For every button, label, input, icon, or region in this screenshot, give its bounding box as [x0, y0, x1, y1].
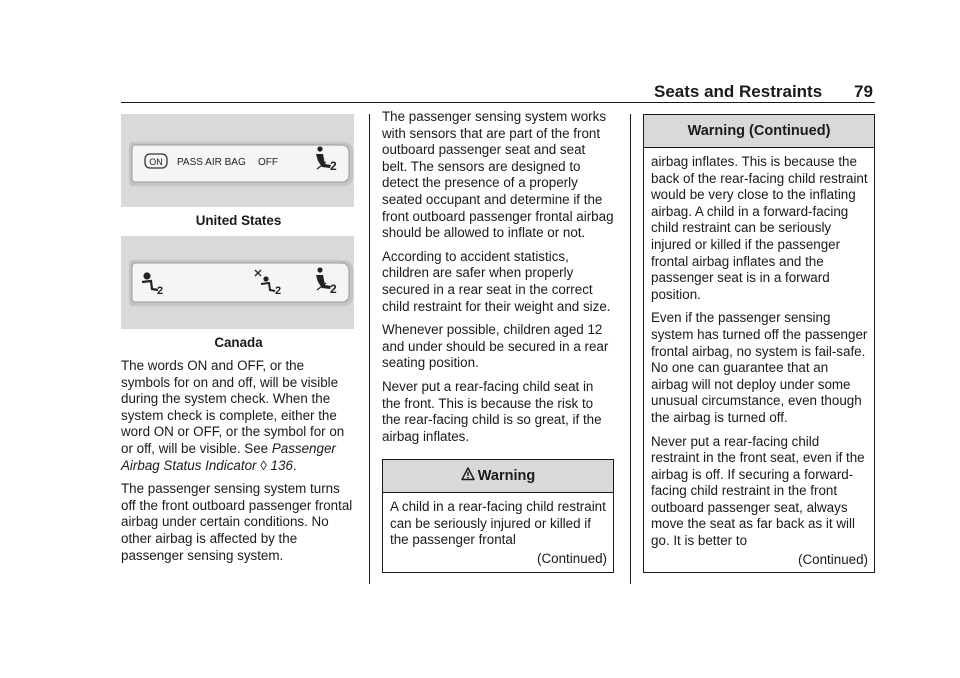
page-number: 79: [854, 82, 873, 101]
col3-paragraph-2: Even if the passenger sensing system has turned off the passenger frontal airbag, no system is fail-safe. No one can guarantee that an airbag will not deploy under some unusual circumstance, even though the airbag is turned off.: [651, 310, 868, 425]
col1-paragraph-2: The passenger sensing system turns off the front outboard passenger frontal airbag under certain conditions. No other airbag is affected by the passenger sensing system.: [121, 481, 353, 563]
canada-seat-mark-2: 2: [275, 285, 282, 297]
warning-continued-header: Warning (Continued): [644, 115, 874, 148]
canada-caption: Canada: [214, 335, 263, 350]
warning-continued-body: [644, 148, 874, 572]
page-ref-icon: ◊: [256, 457, 271, 473]
canada-seat-mark-3: 2: [330, 282, 337, 296]
column-2: [382, 109, 614, 573]
col1-p1-end: .: [292, 457, 297, 473]
col2-paragraph-2: According to accident statistics, children are safer when properly secured in a rear seat in the correct child restraint for their weight and size.: [382, 248, 611, 314]
col2-paragraph-4: Never put a rear-facing child seat in the front. This is because the risk to the rear-facing child is so great, if the airbag inflates.: [382, 378, 602, 444]
column-3: [643, 114, 875, 573]
col3-paragraph-3: Never put a rear-facing child restraint in the front seat, even if the airbag is off. If securing a forward-facing child restraint in the front outboard passenger seat, always move the seat as far back as it will go. It is better to: [651, 433, 865, 549]
col2-paragraph-3: Whenever possible, children aged 12 and under should be secured in a rear seating position.: [382, 322, 609, 371]
canada-indicator-panel: [121, 236, 354, 329]
col1-paragraph-1: [121, 358, 356, 474]
warning-continued: (Continued): [537, 551, 607, 567]
canada-indicator-figure: [121, 236, 354, 329]
us-indicator-figure: [121, 114, 354, 207]
off-label: OFF: [258, 157, 278, 168]
warning-title: Warning: [477, 468, 536, 485]
running-header: [654, 82, 874, 102]
page-ref-number[interactable]: 136: [270, 457, 293, 473]
warning-text: A child in a rear-facing child restraint can be seriously injured or killed if the passenger frontal: [390, 499, 606, 548]
col3-continued: (Continued): [798, 551, 868, 567]
warning-box: [382, 459, 614, 572]
canada-seat-mark-1: 2: [157, 285, 164, 297]
col1-p1-text: The words ON and OFF, or the symbols for on and off, will be visible during the system check. When the system check is complete, either the word ON or OFF, or the symbol for on or off, will be visible. See: [121, 358, 345, 456]
pass-airbag-label: PASS AIR BAG: [177, 157, 246, 168]
header-rule: [121, 102, 875, 103]
us-seat-mark: 2: [330, 159, 337, 173]
column-divider-1: [369, 114, 370, 584]
warning-icon: [461, 467, 475, 481]
col3-paragraph-1: airbag inflates. This is because the back of the rear-facing child restraint would be very close to the inflating airbag. A child in a forward-facing child restraint can be seriously injured or killed if the passenger frontal airbag inflates and the passenger seat is in a forward position.: [651, 154, 868, 302]
on-label: ON: [149, 157, 163, 167]
warning-continued-box: [643, 114, 875, 573]
column-1: [121, 114, 356, 564]
us-indicator-panel: [121, 114, 354, 207]
column-divider-2: [630, 114, 631, 584]
section-title: Seats and Restraints: [654, 82, 823, 101]
passenger-airbag-status-link[interactable]: Passenger Airbag Status Indicator: [121, 440, 336, 473]
us-caption: United States: [195, 213, 282, 228]
warning-body: [383, 493, 613, 571]
col2-paragraph-1: The passenger sensing system works with sensors that are part of the front outboard passenger seat and seat belt. The sensors are designed to detect the presence of a properly seated occupant and determine if the front outboard passenger frontal airbag should be allowed to inflate or not.: [382, 109, 614, 241]
warning-header: [383, 460, 613, 493]
